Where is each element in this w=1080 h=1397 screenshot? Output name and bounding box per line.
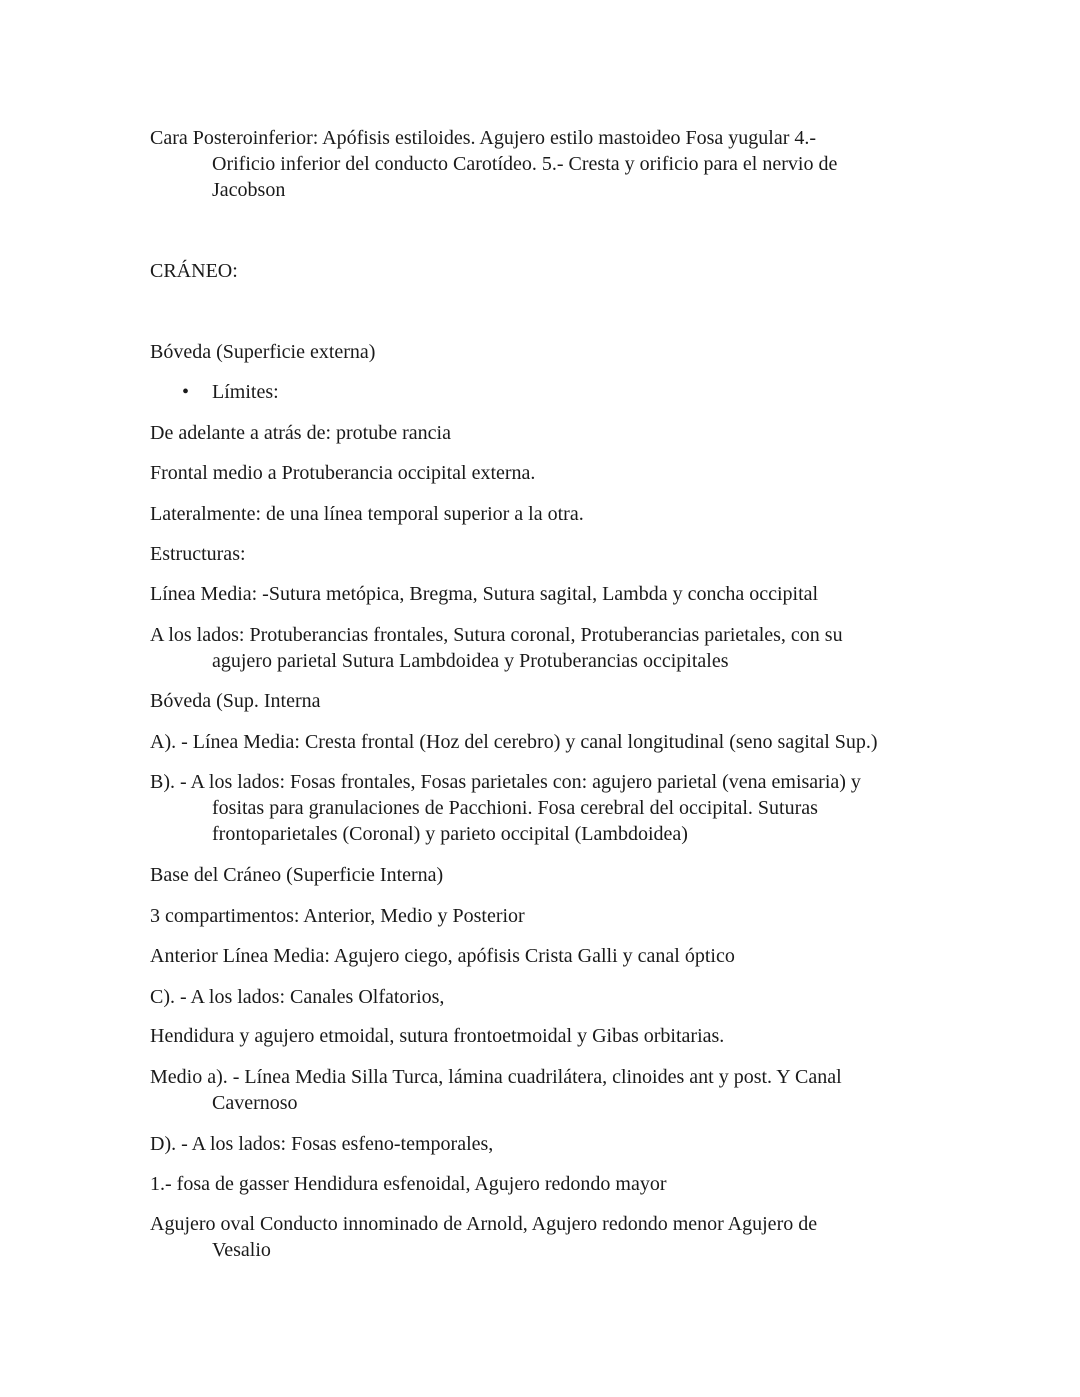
- heading-base-craneo: Base del Cráneo (Superficie Interna): [150, 864, 444, 886]
- text-line: B). - A los lados: Fosas frontales, Fosas parietales con: agujero parietal (vena emisaria) y: [150, 771, 861, 793]
- paragraph-cara-posteroinferior: [150, 125, 940, 203]
- paragraph-b-lados: [150, 769, 940, 847]
- paragraph-adelante: De adelante a atrás de: protube rancia: [150, 422, 451, 444]
- heading-boveda-externa: Bóveda (Superficie externa): [150, 341, 376, 363]
- text-line: fositas para granulaciones de Pacchioni. Fosa cerebral del occipital. Suturas: [212, 797, 818, 819]
- heading-craneo: CRÁNEO:: [150, 260, 238, 282]
- text-line: Medio a). - Línea Media Silla Turca, lámina cuadrilátera, clinoides ant y post. Y Canal: [150, 1066, 842, 1088]
- paragraph-frontal-medio: Frontal medio a Protuberancia occipital externa.: [150, 462, 536, 484]
- text-line: agujero parietal Sutura Lambdoidea y Protuberancias occipitales: [212, 650, 729, 672]
- paragraph-a-los-lados: [150, 622, 940, 674]
- text-line: Cavernoso: [212, 1092, 298, 1114]
- bullet-icon: •: [182, 381, 190, 403]
- text-line: Jacobson: [212, 179, 286, 201]
- paragraph-fosa-gasser: 1.- fosa de gasser Hendidura esfenoidal, Agujero redondo mayor: [150, 1173, 667, 1195]
- paragraph-linea-media: Línea Media: -Sutura metópica, Bregma, Sutura sagital, Lambda y concha occipital: [150, 583, 819, 605]
- text-line: A los lados: Protuberancias frontales, Sutura coronal, Protuberancias parietales, con su: [150, 624, 843, 646]
- paragraph-medio: [150, 1064, 940, 1116]
- paragraph-lateralmente: Lateralmente: de una línea temporal superior a la otra.: [150, 503, 584, 525]
- heading-boveda-interna: Bóveda (Sup. Interna: [150, 690, 321, 712]
- text-line: Agujero oval Conducto innominado de Arnold, Agujero redondo menor Agujero de: [150, 1213, 818, 1235]
- paragraph-anterior: Anterior Línea Media: Agujero ciego, apófisis Crista Galli y canal óptico: [150, 945, 735, 967]
- paragraph-d-lados: D). - A los lados: Fosas esfeno-temporales,: [150, 1133, 494, 1155]
- paragraph-compartimentos: 3 compartimentos: Anterior, Medio y Posterior: [150, 905, 525, 927]
- paragraph-hendidura: Hendidura y agujero etmoidal, sutura frontoetmoidal y Gibas orbitarias.: [150, 1025, 725, 1047]
- paragraph-a-linea-media: A). - Línea Media: Cresta frontal (Hoz del cerebro) y canal longitudinal (seno sagital Sup.): [150, 731, 878, 753]
- text-line: Orificio inferior del conducto Carotídeo. 5.- Cresta y orificio para el nervio de: [212, 153, 838, 175]
- text-line: Vesalio: [212, 1239, 271, 1261]
- text-line: frontoparietales (Coronal) y parieto occipital (Lambdoidea): [212, 823, 688, 845]
- heading-estructuras: Estructuras:: [150, 543, 246, 565]
- text-line: Cara Posteroinferior: Apófisis estiloides. Agujero estilo mastoideo Fosa yugular 4.-: [150, 127, 817, 149]
- bullet-label: Límites:: [212, 381, 279, 403]
- paragraph-c-lados: C). - A los lados: Canales Olfatorios,: [150, 986, 445, 1008]
- bullet-item-limites: [150, 379, 550, 405]
- paragraph-agujero-oval: [150, 1211, 940, 1263]
